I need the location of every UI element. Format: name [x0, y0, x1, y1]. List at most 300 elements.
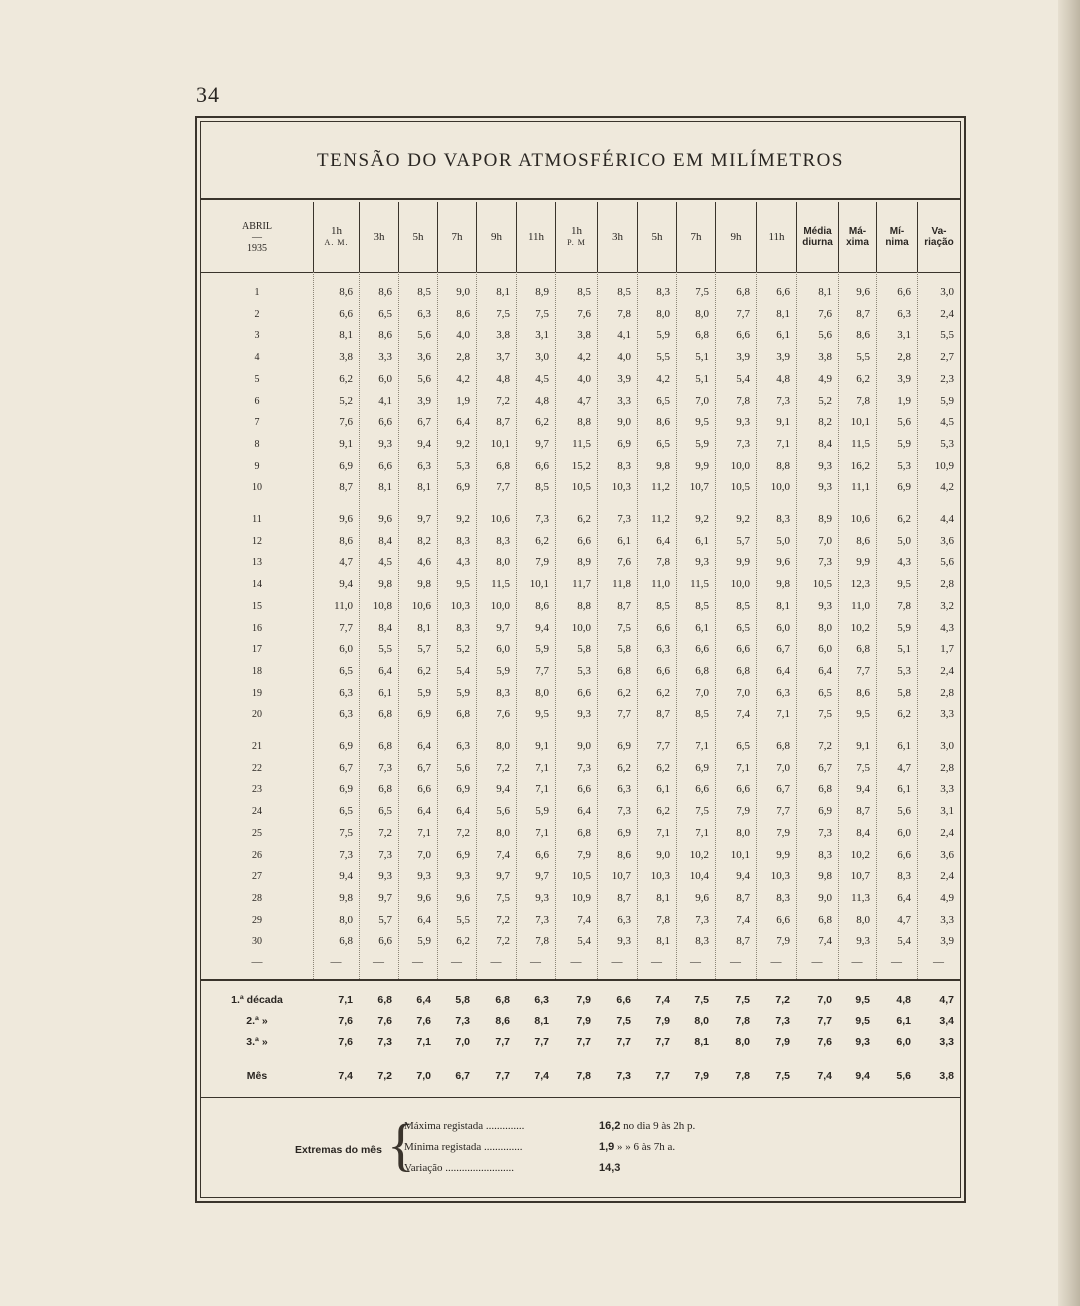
- summary-value-cell: 7,9: [775, 1036, 790, 1048]
- table-row: [201, 888, 960, 909]
- value-cell: 7,5: [695, 286, 709, 298]
- value-cell: 3,2: [940, 599, 954, 612]
- value-cell: 3,8: [496, 329, 510, 342]
- value-cell: 6,6: [736, 783, 750, 796]
- summary-label: 2.ª »: [246, 1015, 268, 1027]
- value-cell: 4,4: [940, 513, 954, 525]
- value-cell: 5,5: [856, 351, 870, 364]
- header-col-0: [313, 202, 359, 272]
- header-bottom-rule: [201, 272, 960, 273]
- table-row: [201, 704, 960, 725]
- extremes-label: Extremas do mês: [295, 1144, 382, 1156]
- header-month-year: [201, 202, 313, 272]
- value-cell: 6,1: [378, 686, 392, 699]
- value-cell: 7,5: [339, 826, 353, 839]
- value-cell: 8,0: [339, 913, 353, 926]
- value-cell: 8,1: [378, 481, 392, 494]
- value-cell: 9,9: [776, 848, 790, 861]
- value-cell: 9,3: [378, 870, 392, 883]
- table-row: [201, 304, 960, 325]
- value-cell: 7,5: [856, 761, 870, 774]
- value-cell: 9,6: [339, 513, 353, 525]
- value-cell: 6,9: [818, 805, 832, 818]
- value-cell: 9,3: [818, 459, 832, 472]
- value-cell: 7,0: [695, 686, 709, 699]
- column-divider: [398, 272, 399, 979]
- dash-row: [201, 955, 960, 976]
- value-cell: 10,9: [934, 459, 954, 472]
- value-cell: 6,9: [617, 826, 631, 839]
- header-year: 1935: [247, 242, 267, 254]
- dash-cell: —: [651, 956, 662, 968]
- day-cell: 27: [252, 871, 262, 883]
- value-cell: 8,1: [818, 286, 832, 298]
- value-cell: 4,8: [496, 372, 510, 385]
- value-cell: 8,0: [736, 826, 750, 839]
- value-cell: 6,9: [897, 481, 911, 494]
- summary-row: [201, 1032, 960, 1052]
- value-cell: 5,8: [897, 686, 911, 699]
- summary-row: [201, 1066, 960, 1086]
- value-cell: 7,8: [656, 913, 670, 926]
- value-cell: 2,4: [940, 870, 954, 883]
- value-cell: 8,4: [378, 534, 392, 547]
- value-cell: 7,7: [656, 740, 670, 752]
- summary-value-cell: 7,2: [377, 1070, 392, 1082]
- value-cell: 3,9: [736, 351, 750, 364]
- header-col-label: Média: [803, 226, 832, 237]
- value-cell: 15,2: [571, 459, 591, 472]
- summary-value-cell: 7,3: [377, 1036, 392, 1048]
- value-cell: 6,1: [695, 534, 709, 547]
- value-cell: 9,5: [535, 708, 549, 721]
- value-cell: 4,7: [577, 394, 591, 407]
- value-cell: 7,3: [378, 848, 392, 861]
- brace-icon: {: [387, 1112, 415, 1177]
- value-cell: 7,5: [695, 805, 709, 818]
- value-cell: 10,2: [689, 848, 709, 861]
- summary-value-cell: 5,6: [896, 1070, 911, 1082]
- value-cell: 6,6: [535, 848, 549, 861]
- value-cell: 9,6: [776, 556, 790, 569]
- value-cell: 9,7: [417, 513, 431, 525]
- summary-value-cell: 4,7: [939, 994, 954, 1006]
- value-cell: 7,0: [736, 686, 750, 699]
- value-cell: 7,7: [617, 708, 631, 721]
- value-cell: 10,0: [490, 599, 510, 612]
- value-cell: 7,1: [695, 740, 709, 752]
- value-cell: 6,8: [577, 826, 591, 839]
- summary-value-cell: 6,8: [377, 994, 392, 1006]
- value-cell: 3,3: [940, 708, 954, 721]
- day-cell: 2: [254, 308, 260, 320]
- value-cell: 6,2: [897, 708, 911, 721]
- value-cell: 8,6: [378, 329, 392, 342]
- value-cell: 9,7: [496, 870, 510, 883]
- value-cell: 6,6: [378, 935, 392, 948]
- summary-value-cell: 7,9: [694, 1070, 709, 1082]
- value-cell: 6,5: [818, 686, 832, 699]
- value-cell: 10,9: [571, 891, 591, 904]
- value-cell: 4,0: [577, 372, 591, 385]
- summary-value-cell: 3,4: [939, 1015, 954, 1027]
- value-cell: 10,3: [611, 481, 631, 494]
- summary-value-cell: 7,7: [576, 1036, 591, 1048]
- value-cell: 9,6: [856, 286, 870, 298]
- value-cell: 6,8: [736, 664, 750, 677]
- value-cell: 4,3: [456, 556, 470, 569]
- column-divider: [516, 272, 517, 979]
- value-cell: 6,7: [818, 761, 832, 774]
- value-cell: 6,8: [339, 935, 353, 948]
- value-cell: 11,0: [651, 578, 670, 591]
- day-cell: 28: [252, 892, 262, 904]
- value-cell: 7,3: [818, 826, 832, 839]
- header-col-6: [555, 202, 597, 272]
- summary-value-cell: 7,6: [338, 1036, 353, 1048]
- value-cell: 9,2: [695, 513, 709, 525]
- header-month: ABRIL: [242, 220, 272, 232]
- column-divider: [676, 272, 677, 979]
- value-cell: 6,2: [535, 534, 549, 547]
- value-cell: 9,6: [456, 891, 470, 904]
- summary-value-cell: 5,8: [455, 994, 470, 1006]
- value-cell: 8,1: [496, 286, 510, 298]
- value-cell: 6,4: [818, 664, 832, 677]
- value-cell: 6,5: [378, 307, 392, 320]
- value-cell: 2,8: [456, 351, 470, 364]
- value-cell: 7,6: [617, 556, 631, 569]
- value-cell: 6,5: [339, 805, 353, 818]
- summary-value-cell: 7,5: [694, 994, 709, 1006]
- summary-value-cell: 7,6: [377, 1015, 392, 1027]
- header-col-label: 3h: [612, 230, 623, 243]
- value-cell: 5,4: [897, 935, 911, 948]
- value-cell: 3,1: [940, 805, 954, 818]
- value-cell: 3,3: [940, 913, 954, 926]
- value-cell: 8,3: [695, 935, 709, 948]
- summary-value-cell: 6,1: [896, 1015, 911, 1027]
- summary-value-cell: 7,5: [735, 994, 750, 1006]
- summary-value-cell: 9,5: [855, 1015, 870, 1027]
- value-cell: 8,5: [577, 286, 591, 298]
- value-cell: 1,9: [456, 394, 470, 407]
- value-cell: 6,8: [818, 783, 832, 796]
- value-cell: 10,0: [770, 481, 790, 494]
- value-cell: 6,3: [417, 307, 431, 320]
- value-cell: 6,4: [456, 805, 470, 818]
- value-cell: 11,5: [572, 437, 591, 450]
- summary-bottom-rule: [201, 1097, 960, 1098]
- value-cell: 4,8: [535, 394, 549, 407]
- value-cell: 5,7: [736, 534, 750, 547]
- value-cell: 9,6: [695, 891, 709, 904]
- header-col-sublabel: nima: [885, 237, 909, 248]
- day-cell: 18: [252, 665, 262, 677]
- value-cell: 5,3: [940, 437, 954, 450]
- value-cell: 6,8: [856, 643, 870, 656]
- summary-value-cell: 7,8: [576, 1070, 591, 1082]
- summary-value-cell: 7,1: [416, 1036, 431, 1048]
- value-cell: 7,3: [577, 761, 591, 774]
- day-cell: 19: [252, 687, 262, 699]
- value-cell: 8,0: [496, 556, 510, 569]
- value-cell: 7,3: [695, 913, 709, 926]
- value-cell: 6,6: [577, 686, 591, 699]
- value-cell: 3,9: [776, 351, 790, 364]
- value-cell: 8,5: [417, 286, 431, 298]
- value-cell: 10,6: [850, 513, 870, 525]
- value-cell: 3,3: [378, 351, 392, 364]
- value-cell: 3,0: [535, 351, 549, 364]
- value-cell: 8,3: [776, 891, 790, 904]
- header-col-14: [876, 202, 917, 272]
- value-cell: 5,9: [695, 437, 709, 450]
- value-cell: 6,0: [897, 826, 911, 839]
- value-cell: 7,4: [577, 913, 591, 926]
- column-divider: [637, 272, 638, 979]
- day-cell: 7: [254, 417, 260, 429]
- summary-value-cell: 6,3: [534, 994, 549, 1006]
- value-cell: 8,5: [736, 599, 750, 612]
- table-row: [201, 325, 960, 346]
- value-cell: 6,6: [378, 459, 392, 472]
- column-divider: [715, 272, 716, 979]
- summary-value-cell: 3,3: [939, 1036, 954, 1048]
- value-cell: 10,1: [529, 578, 549, 591]
- value-cell: 9,3: [456, 870, 470, 883]
- dash-cell: —: [570, 956, 582, 968]
- value-cell: 6,8: [617, 664, 631, 677]
- table-row: [201, 477, 960, 498]
- value-cell: 3,9: [940, 935, 954, 948]
- table-row: [201, 683, 960, 704]
- day-cell: 8: [254, 438, 260, 450]
- value-cell: 5,7: [417, 643, 431, 656]
- value-cell: 6,2: [656, 805, 670, 818]
- header-col-label: 7h: [451, 230, 463, 243]
- value-cell: 5,9: [535, 643, 549, 656]
- summary-value-cell: 6,8: [495, 994, 510, 1006]
- var-value-line: [599, 1162, 620, 1174]
- value-cell: 6,3: [897, 307, 911, 320]
- value-cell: 7,5: [496, 891, 510, 904]
- value-cell: 10,2: [850, 621, 870, 634]
- value-cell: 6,1: [897, 740, 911, 752]
- var-label: Variação .........................: [404, 1162, 514, 1174]
- value-cell: 6,8: [776, 740, 790, 752]
- value-cell: 5,2: [818, 394, 832, 407]
- value-cell: 7,1: [736, 761, 750, 774]
- value-cell: 5,6: [456, 761, 470, 774]
- value-cell: 8,3: [496, 686, 510, 699]
- value-cell: 7,1: [535, 826, 549, 839]
- value-cell: 9,7: [496, 621, 510, 634]
- summary-row: [201, 1011, 960, 1031]
- dash-cell: —: [811, 956, 823, 968]
- value-cell: 8,6: [856, 686, 870, 699]
- value-cell: 6,2: [456, 935, 470, 948]
- value-cell: 7,1: [695, 826, 709, 839]
- table-row: [201, 910, 960, 931]
- value-cell: 7,7: [339, 621, 353, 634]
- value-cell: 11,5: [491, 578, 510, 591]
- summary-value-cell: 8,1: [534, 1015, 549, 1027]
- dash-cell: —: [891, 956, 902, 968]
- summary-value-cell: 8,6: [495, 1015, 510, 1027]
- summary-value-cell: 7,6: [416, 1015, 431, 1027]
- value-cell: 7,7: [736, 307, 750, 320]
- value-cell: 7,7: [856, 664, 870, 677]
- value-cell: 7,6: [818, 307, 832, 320]
- column-divider: [838, 272, 839, 979]
- day-cell: 25: [252, 827, 262, 839]
- value-cell: 7,0: [776, 761, 790, 774]
- value-cell: 6,6: [736, 643, 750, 656]
- value-cell: 4,1: [378, 394, 392, 407]
- summary-value-cell: 6,4: [416, 994, 431, 1006]
- column-divider: [756, 272, 757, 979]
- value-cell: 7,2: [496, 761, 510, 774]
- value-cell: 6,6: [535, 459, 549, 472]
- value-cell: 6,2: [535, 416, 549, 429]
- header-col-label: 5h: [651, 230, 663, 243]
- value-cell: 7,1: [776, 708, 790, 721]
- value-cell: 9,8: [776, 578, 790, 591]
- day-cell: 1: [254, 287, 260, 298]
- value-cell: 3,6: [940, 534, 954, 547]
- summary-value-cell: 4,8: [896, 994, 911, 1006]
- value-cell: 8,0: [856, 913, 870, 926]
- header-col-7: [597, 202, 637, 272]
- value-cell: 6,4: [656, 534, 670, 547]
- value-cell: 5,1: [695, 372, 709, 385]
- value-cell: 6,6: [897, 286, 911, 298]
- value-cell: 8,6: [378, 286, 392, 298]
- value-cell: 5,9: [656, 329, 670, 342]
- value-cell: 6,3: [617, 913, 631, 926]
- value-cell: 8,8: [577, 599, 591, 612]
- dash-cell: —: [933, 956, 944, 968]
- value-cell: 7,2: [496, 935, 510, 948]
- table-row: [201, 639, 960, 660]
- value-cell: 11,3: [851, 891, 870, 904]
- value-cell: 5,4: [577, 935, 591, 948]
- value-cell: 8,9: [535, 286, 549, 298]
- day-cell: 30: [252, 936, 262, 948]
- value-cell: 6,9: [339, 459, 353, 472]
- value-cell: 7,8: [535, 935, 549, 948]
- value-cell: 6,2: [339, 372, 353, 385]
- value-cell: 9,4: [535, 621, 549, 634]
- value-cell: 7,3: [378, 761, 392, 774]
- value-cell: 8,3: [456, 621, 470, 634]
- column-divider: [313, 272, 314, 979]
- table-header: [201, 202, 960, 272]
- value-cell: 7,0: [695, 394, 709, 407]
- value-cell: 9,7: [535, 437, 549, 450]
- value-cell: 7,3: [535, 513, 549, 525]
- value-cell: 7,4: [736, 913, 750, 926]
- value-cell: 7,3: [818, 556, 832, 569]
- day-cell: 15: [252, 600, 262, 612]
- value-cell: 10,0: [730, 459, 750, 472]
- value-cell: 5,9: [417, 686, 431, 699]
- value-cell: 5,0: [776, 534, 790, 547]
- day-cell: 26: [252, 849, 262, 861]
- value-cell: 8,3: [776, 513, 790, 525]
- value-cell: 6,1: [776, 329, 790, 342]
- summary-value-cell: 7,4: [338, 1070, 353, 1082]
- header-col-label: 9h: [491, 230, 502, 243]
- value-cell: 8,3: [656, 286, 670, 298]
- value-cell: 7,4: [818, 935, 832, 948]
- min-label: Mínima registada ..............: [404, 1141, 523, 1153]
- value-cell: 2,4: [940, 307, 954, 320]
- value-cell: 6,4: [776, 664, 790, 677]
- value-cell: 5,9: [417, 935, 431, 948]
- value-cell: 6,9: [617, 740, 631, 752]
- value-cell: 10,0: [730, 578, 750, 591]
- value-cell: 8,5: [695, 599, 709, 612]
- value-cell: 6,6: [577, 783, 591, 796]
- value-cell: 7,1: [535, 761, 549, 774]
- min-value-line: [599, 1141, 675, 1153]
- value-cell: 2,8: [940, 578, 954, 591]
- header-col-10: [715, 202, 756, 272]
- value-cell: 6,3: [339, 686, 353, 699]
- value-cell: 9,8: [417, 578, 431, 591]
- value-cell: 4,3: [940, 621, 954, 634]
- column-divider: [476, 272, 477, 979]
- table-row: [201, 845, 960, 866]
- value-cell: 7,0: [818, 534, 832, 547]
- value-cell: 10,6: [490, 513, 510, 525]
- value-cell: 8,0: [496, 826, 510, 839]
- max-value-line: [599, 1120, 695, 1132]
- value-cell: 9,3: [378, 437, 392, 450]
- value-cell: 9,0: [456, 286, 470, 298]
- value-cell: 6,4: [417, 913, 431, 926]
- value-cell: 11,2: [651, 481, 670, 494]
- value-cell: 8,3: [496, 534, 510, 547]
- value-cell: 11,7: [572, 578, 591, 591]
- value-cell: 10,6: [411, 599, 431, 612]
- header-col-label: Má-: [848, 226, 867, 237]
- header-dash: —: [252, 231, 262, 243]
- summary-value-cell: 7,6: [338, 1015, 353, 1027]
- value-cell: 9,3: [736, 416, 750, 429]
- summary-value-cell: 6,0: [896, 1036, 911, 1048]
- value-cell: 5,6: [417, 329, 431, 342]
- column-divider: [597, 272, 598, 979]
- dash-cell: —: [373, 956, 384, 968]
- value-cell: 5,3: [897, 459, 911, 472]
- value-cell: 5,9: [940, 394, 954, 407]
- value-cell: 6,9: [617, 437, 631, 450]
- value-cell: 5,9: [897, 437, 911, 450]
- value-cell: 9,3: [695, 556, 709, 569]
- value-cell: 9,6: [378, 513, 392, 525]
- value-cell: 9,0: [577, 740, 591, 752]
- table-row: [201, 347, 960, 368]
- dash-cell: —: [851, 956, 863, 968]
- summary-value-cell: 7,7: [495, 1070, 510, 1082]
- summary-value-cell: 7,5: [775, 1070, 790, 1082]
- value-cell: 1,9: [897, 394, 911, 407]
- value-cell: 10,0: [571, 621, 591, 634]
- value-cell: 6,0: [818, 643, 832, 656]
